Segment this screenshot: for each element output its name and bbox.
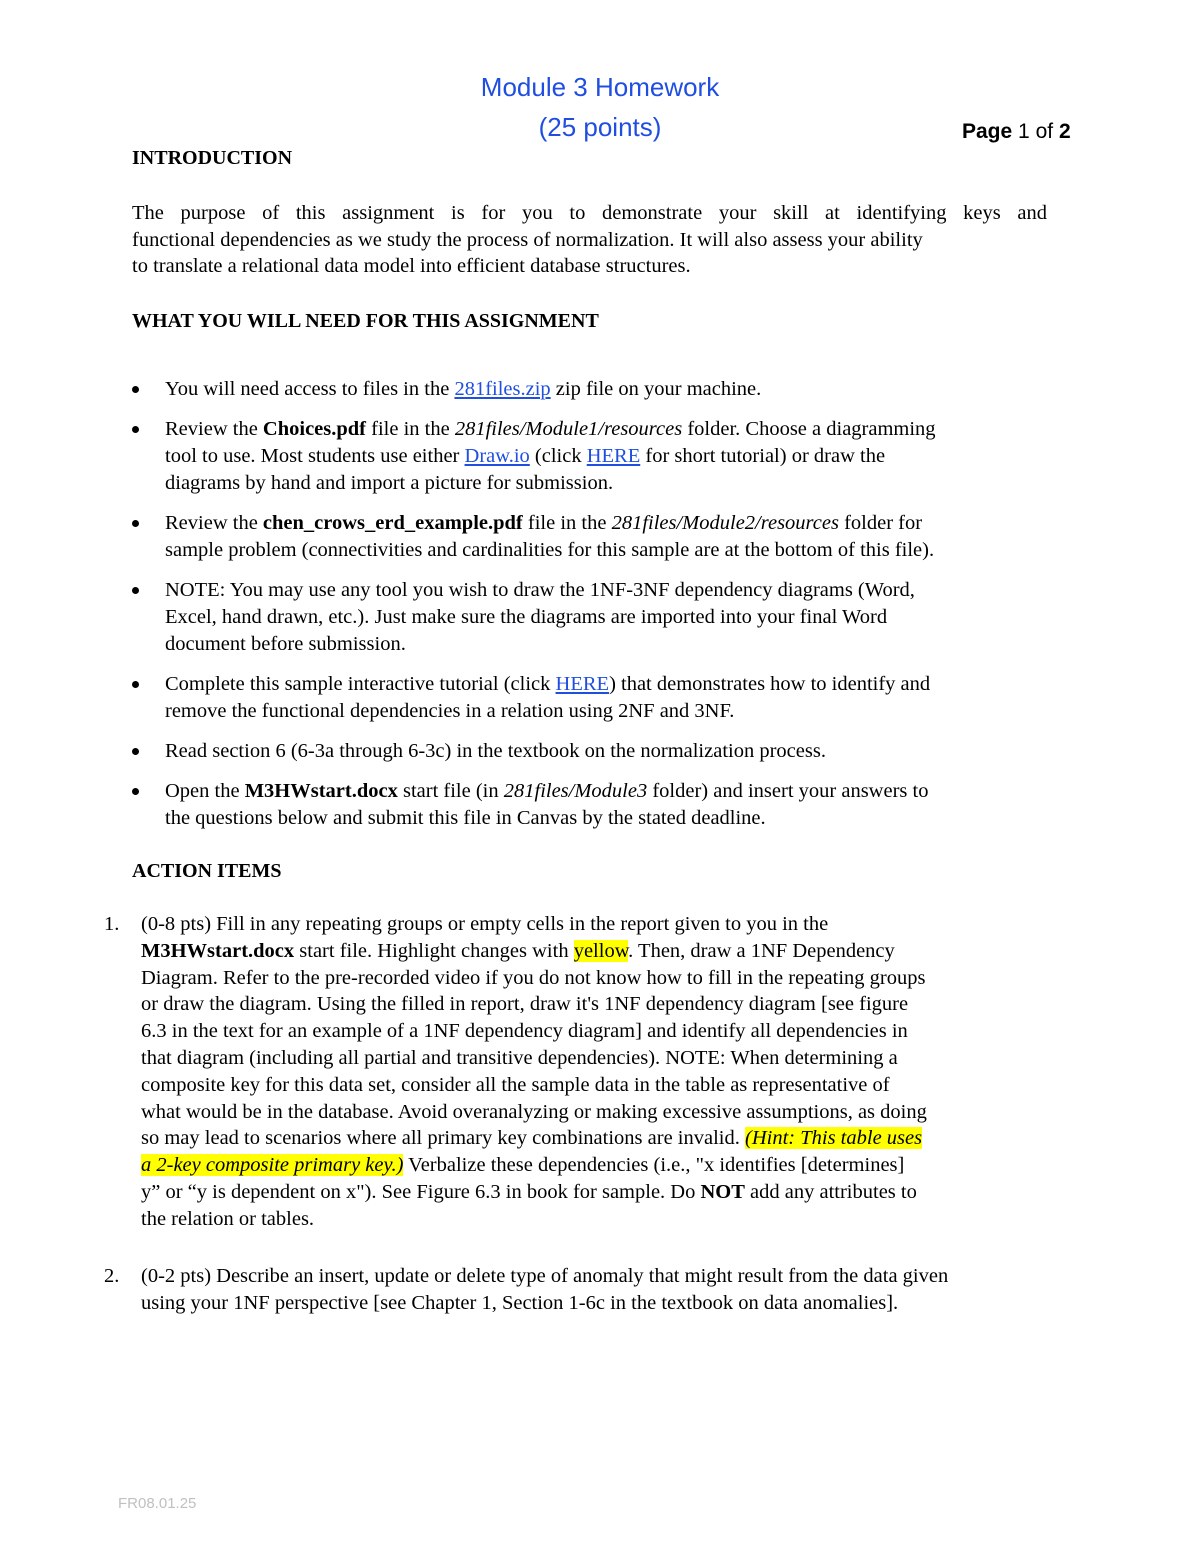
item-number: 2.: [104, 1265, 120, 1287]
item-number: 1.: [104, 913, 120, 935]
page-number: [962, 120, 1071, 144]
yellow-highlight: yellow: [573, 939, 629, 962]
needs-heading: WHAT YOU WILL NEED FOR THIS ASSIGNMENT: [132, 310, 599, 332]
intro-line: to translate a relational data model into efficient database structures.: [132, 255, 691, 277]
footer-code: FR08.01.25: [118, 1495, 197, 1512]
page-of: of: [1035, 120, 1054, 143]
doc-title: Module 3 Homework: [480, 72, 720, 102]
page-total: 2: [1058, 120, 1071, 143]
page-label: Page: [962, 120, 1013, 143]
hint-highlight: (Hint: This table uses: [745, 1127, 923, 1150]
intro-line: The purpose of this assignment is for you to demonstrate your skill at identifying keys and: [132, 202, 1047, 224]
actions-heading: ACTION ITEMS: [132, 860, 282, 882]
intro-paragraph: [132, 200, 1047, 280]
hint-highlight: a 2-key composite primary key.): [141, 1154, 404, 1177]
interactive-tutorial-link[interactable]: HERE: [555, 673, 610, 695]
page-current: 1: [1018, 120, 1030, 143]
drawio-link[interactable]: Draw.io: [464, 445, 530, 467]
document-page: Module 3 Homework (25 points) Page 1 of 2 INTRODUCTION The purpose of this assignment is for you to demonstrate your skill at identifying keys and functional dependencies as we study the process of normalization. It will also assess your ability to translate a relational data model into efficient database structures. WHAT YOU WILL NEED FOR THIS ASSIGNMENT You will need access to files in the 281files.zip zip file on your machine. Review the Choices.pdf file in the 281files/Module1/resources folder. Choose a diagramming tool to use. Most students use either Draw.io (click HERE for short tutorial) or draw the diagrams by hand and import a picture for submission. Review the chen_crows_erd_example.pdf file in the 281files/Module2/resources folder for sample problem (connectivities and cardinalities for this sample are at the bottom of this file). NOTE: You may use any tool you wish to draw the 1NF-3NF dependency diagrams (Word, Excel, hand drawn, etc.). Just make sure the diagrams are imported into your final Word document before submission. Complete this sample interactive tutorial (click HERE) that demonstrates how to identify and remove the functional dependencies in a relation using 2NF and 3NF. Read section 6 (6-3a through 6-3c) in the textbook on the normalization process. Open the M3HWstart.docx start file (in 281files/Module3 folder) and insert your answers to the questions below and submit this file in Canvas by the stated deadline. ACTION ITEMS 1. (0-8 pts) Fill in any repeating groups or empty cells in the report given to you in the M3HWstart.docx start file. Highlight changes with yellow. Then, draw a 1NF Dependency Diagram. Refer to the pre-recorded video if you do not know how to fill in the repeating groups or draw the diagram. Using the filled in report, draw it's 1NF dependency diagram [see figure 6.3 in the text for an example of a 1NF dependency diagram] and identify all dependencies in that diagram (including all partial and transitive dependencies). NOTE: When determining a composite key for this data set, consider all the sample data in the table as representative of what would be in the database. Avoid overanalyzing or making excessive assumptions, as doing so may lead to scenarios where all primary key combinations are invalid. (Hint: This table uses a 2-key composite primary key.) Verbalize these dependencies (i.e., "x identifies [determines] y” or “y is dependent on x"). See Figure 6.3 in book for sample. Do NOT add any attributes to the relation or tables. 2. (0-2 pts) Describe an insert, update or delete type of anomaly that might result from the data given using your 1NF perspective [see Chapter 1, Section 1-6c in the textbook on data anomalies]. FR08.01.25: [0, 0, 1200, 1553]
drawio-tutorial-link[interactable]: HERE: [586, 445, 641, 467]
doc-points: (25 points): [538, 112, 662, 142]
intro-heading: INTRODUCTION: [132, 147, 293, 169]
intro-line: functional dependencies as we study the process of normalization. It will also assess your ability: [132, 228, 923, 251]
zip-file-link[interactable]: 281files.zip: [454, 378, 551, 400]
